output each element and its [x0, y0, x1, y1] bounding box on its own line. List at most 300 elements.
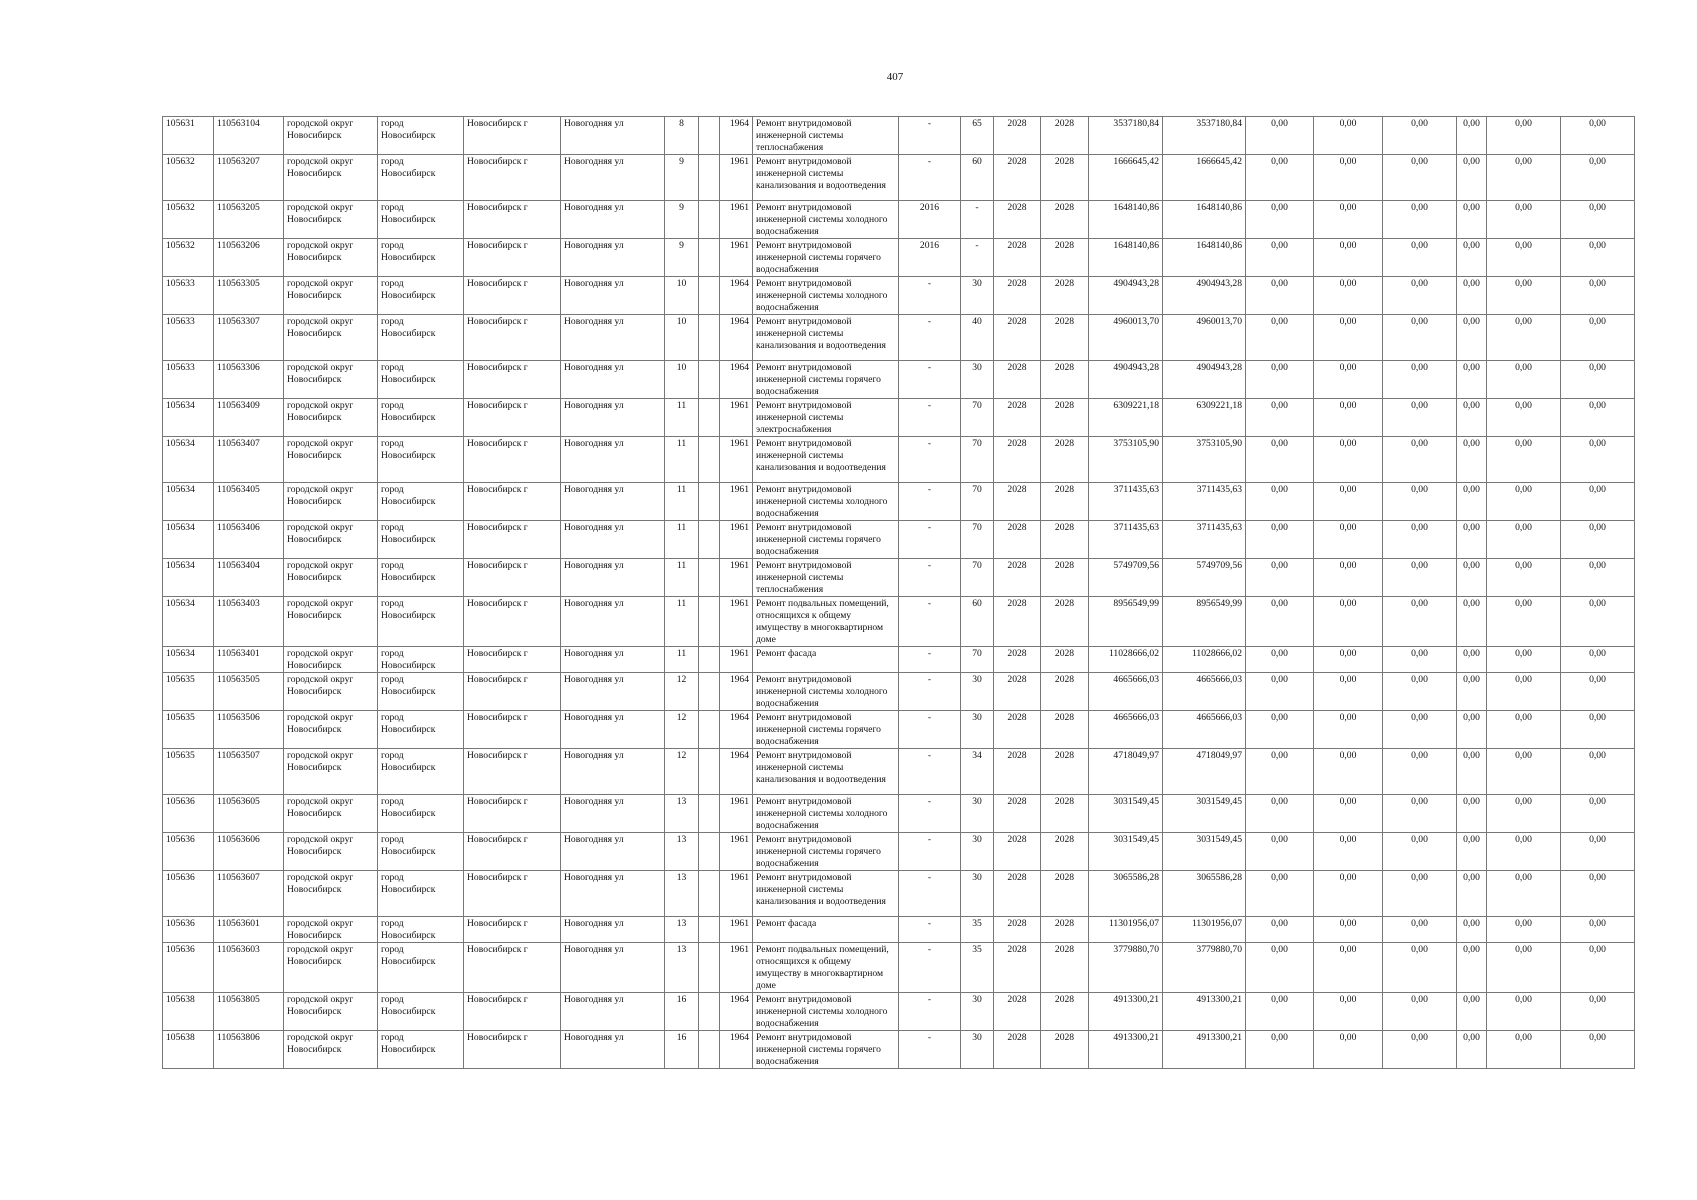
street-cell: Новогодняя ул [561, 993, 665, 1031]
building-cell [699, 201, 720, 239]
planned-year-cell: 2028 [994, 871, 1041, 917]
amount-cell: 0,00 [1314, 201, 1383, 239]
amount-cell: 0,00 [1314, 117, 1383, 155]
city-cell: Новосибирск г [464, 711, 561, 749]
settlement-cell: город Новосибирск [378, 597, 464, 647]
total-cost-cell: 4665666,03 [1163, 711, 1246, 749]
house-id-cell: 105632 [163, 239, 214, 277]
planned-year-cell: 2028 [994, 943, 1041, 993]
amount-cell: 0,00 [1561, 833, 1635, 871]
work-type-cell: Ремонт подвальных помещений, относящихся к общему имуществу в многоквартирном доме [753, 597, 899, 647]
wear-percent-cell: 30 [961, 711, 994, 749]
municipal-district-cell: городской округ Новосибирск [284, 239, 378, 277]
amount-cell: 0,00 [1314, 399, 1383, 437]
building-cell [699, 559, 720, 597]
wear-percent-cell: 30 [961, 673, 994, 711]
build-year-cell: 1964 [720, 117, 753, 155]
wear-percent-cell: 35 [961, 917, 994, 943]
street-cell: Новогодняя ул [561, 399, 665, 437]
cost-cell: 4718049,97 [1089, 749, 1163, 795]
settlement-cell: город Новосибирск [378, 155, 464, 201]
planned-year-cell: 2028 [994, 437, 1041, 483]
build-year-cell: 1964 [720, 673, 753, 711]
last-repair-year-cell: - [899, 1031, 961, 1069]
total-cost-cell: 3753105,90 [1163, 437, 1246, 483]
settlement-cell: город Новосибирск [378, 277, 464, 315]
amount-cell: 0,00 [1246, 521, 1314, 559]
amount-cell: 0,00 [1561, 597, 1635, 647]
house-number-cell: 8 [665, 117, 699, 155]
cost-cell: 5749709,56 [1089, 559, 1163, 597]
house-number-cell: 9 [665, 201, 699, 239]
table-row [163, 399, 1635, 437]
street-cell: Новогодняя ул [561, 795, 665, 833]
building-cell [699, 795, 720, 833]
amount-cell: 0,00 [1487, 833, 1561, 871]
cost-cell: 1648140,86 [1089, 239, 1163, 277]
last-repair-year-cell: - [899, 597, 961, 647]
wear-percent-cell: 34 [961, 749, 994, 795]
settlement-cell: город Новосибирск [378, 315, 464, 361]
completion-year-cell: 2028 [1041, 795, 1089, 833]
amount-cell: 0,00 [1314, 833, 1383, 871]
amount-cell: 0,00 [1457, 201, 1487, 239]
work-id-cell: 110563805 [214, 993, 284, 1031]
total-cost-cell: 4913300,21 [1163, 1031, 1246, 1069]
work-type-cell: Ремонт внутридомовой инженерной системы теплоснабжения [753, 117, 899, 155]
municipal-district-cell: городской округ Новосибирск [284, 315, 378, 361]
settlement-cell: город Новосибирск [378, 711, 464, 749]
house-number-cell: 16 [665, 1031, 699, 1069]
cost-cell: 3711435,63 [1089, 521, 1163, 559]
wear-percent-cell: 30 [961, 1031, 994, 1069]
last-repair-year-cell: - [899, 437, 961, 483]
table-row [163, 361, 1635, 399]
city-cell: Новосибирск г [464, 155, 561, 201]
city-cell: Новосибирск г [464, 315, 561, 361]
city-cell: Новосибирск г [464, 871, 561, 917]
city-cell: Новосибирск г [464, 917, 561, 943]
total-cost-cell: 8956549,99 [1163, 597, 1246, 647]
amount-cell: 0,00 [1314, 361, 1383, 399]
amount-cell: 0,00 [1457, 871, 1487, 917]
planned-year-cell: 2028 [994, 201, 1041, 239]
work-id-cell: 110563206 [214, 239, 284, 277]
amount-cell: 0,00 [1457, 277, 1487, 315]
cost-cell: 1648140,86 [1089, 201, 1163, 239]
wear-percent-cell: 70 [961, 483, 994, 521]
amount-cell: 0,00 [1246, 155, 1314, 201]
planned-year-cell: 2028 [994, 399, 1041, 437]
total-cost-cell: 3031549,45 [1163, 833, 1246, 871]
amount-cell: 0,00 [1457, 437, 1487, 483]
amount-cell: 0,00 [1246, 1031, 1314, 1069]
house-id-cell: 105636 [163, 943, 214, 993]
last-repair-year-cell: - [899, 711, 961, 749]
amount-cell: 0,00 [1383, 277, 1457, 315]
table-row [163, 647, 1635, 673]
build-year-cell: 1961 [720, 239, 753, 277]
city-cell: Новосибирск г [464, 361, 561, 399]
work-id-cell: 110563603 [214, 943, 284, 993]
city-cell: Новосибирск г [464, 597, 561, 647]
house-number-cell: 11 [665, 647, 699, 673]
completion-year-cell: 2028 [1041, 917, 1089, 943]
amount-cell: 0,00 [1487, 1031, 1561, 1069]
work-type-cell: Ремонт внутридомовой инженерной системы электроснабжения [753, 399, 899, 437]
total-cost-cell: 1648140,86 [1163, 201, 1246, 239]
total-cost-cell: 3779880,70 [1163, 943, 1246, 993]
planned-year-cell: 2028 [994, 559, 1041, 597]
house-id-cell: 105636 [163, 871, 214, 917]
settlement-cell: город Новосибирск [378, 117, 464, 155]
amount-cell: 0,00 [1314, 917, 1383, 943]
street-cell: Новогодняя ул [561, 917, 665, 943]
work-type-cell: Ремонт подвальных помещений, относящихся к общему имуществу в многоквартирном доме [753, 943, 899, 993]
work-type-cell: Ремонт внутридомовой инженерной системы горячего водоснабжения [753, 361, 899, 399]
city-cell: Новосибирск г [464, 943, 561, 993]
house-id-cell: 105636 [163, 917, 214, 943]
amount-cell: 0,00 [1246, 917, 1314, 943]
city-cell: Новосибирск г [464, 673, 561, 711]
completion-year-cell: 2028 [1041, 437, 1089, 483]
planned-year-cell: 2028 [994, 749, 1041, 795]
building-cell [699, 483, 720, 521]
amount-cell: 0,00 [1487, 597, 1561, 647]
wear-percent-cell: 70 [961, 399, 994, 437]
planned-year-cell: 2028 [994, 277, 1041, 315]
work-id-cell: 110563601 [214, 917, 284, 943]
municipal-district-cell: городской округ Новосибирск [284, 521, 378, 559]
house-number-cell: 13 [665, 871, 699, 917]
municipal-district-cell: городской округ Новосибирск [284, 597, 378, 647]
street-cell: Новогодняя ул [561, 315, 665, 361]
last-repair-year-cell: - [899, 277, 961, 315]
amount-cell: 0,00 [1457, 483, 1487, 521]
amount-cell: 0,00 [1314, 795, 1383, 833]
street-cell: Новогодняя ул [561, 749, 665, 795]
amount-cell: 0,00 [1561, 483, 1635, 521]
cost-cell: 3753105,90 [1089, 437, 1163, 483]
planned-year-cell: 2028 [994, 521, 1041, 559]
work-id-cell: 110563405 [214, 483, 284, 521]
municipal-district-cell: городской округ Новосибирск [284, 917, 378, 943]
table-row [163, 673, 1635, 711]
settlement-cell: город Новосибирск [378, 795, 464, 833]
amount-cell: 0,00 [1561, 673, 1635, 711]
completion-year-cell: 2028 [1041, 943, 1089, 993]
wear-percent-cell: 60 [961, 597, 994, 647]
table-row [163, 239, 1635, 277]
total-cost-cell: 3711435,63 [1163, 521, 1246, 559]
municipal-district-cell: городской округ Новосибирск [284, 943, 378, 993]
total-cost-cell: 3065586,28 [1163, 871, 1246, 917]
build-year-cell: 1961 [720, 597, 753, 647]
amount-cell: 0,00 [1487, 795, 1561, 833]
street-cell: Новогодняя ул [561, 871, 665, 917]
completion-year-cell: 2028 [1041, 673, 1089, 711]
settlement-cell: город Новосибирск [378, 749, 464, 795]
last-repair-year-cell: 2016 [899, 239, 961, 277]
amount-cell: 0,00 [1246, 399, 1314, 437]
planned-year-cell: 2028 [994, 483, 1041, 521]
amount-cell: 0,00 [1561, 399, 1635, 437]
house-id-cell: 105638 [163, 993, 214, 1031]
house-id-cell: 105636 [163, 795, 214, 833]
amount-cell: 0,00 [1314, 597, 1383, 647]
amount-cell: 0,00 [1457, 239, 1487, 277]
amount-cell: 0,00 [1246, 361, 1314, 399]
municipal-district-cell: городской округ Новосибирск [284, 833, 378, 871]
street-cell: Новогодняя ул [561, 117, 665, 155]
street-cell: Новогодняя ул [561, 647, 665, 673]
planned-year-cell: 2028 [994, 315, 1041, 361]
amount-cell: 0,00 [1246, 943, 1314, 993]
amount-cell: 0,00 [1383, 993, 1457, 1031]
amount-cell: 0,00 [1383, 673, 1457, 711]
table-row [163, 993, 1635, 1031]
municipal-district-cell: городской округ Новосибирск [284, 201, 378, 239]
amount-cell: 0,00 [1457, 943, 1487, 993]
street-cell: Новогодняя ул [561, 559, 665, 597]
total-cost-cell: 3537180,84 [1163, 117, 1246, 155]
amount-cell: 0,00 [1487, 711, 1561, 749]
amount-cell: 0,00 [1314, 673, 1383, 711]
city-cell: Новосибирск г [464, 239, 561, 277]
wear-percent-cell: 70 [961, 559, 994, 597]
table-row [163, 521, 1635, 559]
completion-year-cell: 2028 [1041, 315, 1089, 361]
total-cost-cell: 1666645,42 [1163, 155, 1246, 201]
house-id-cell: 105633 [163, 361, 214, 399]
city-cell: Новосибирск г [464, 559, 561, 597]
amount-cell: 0,00 [1561, 993, 1635, 1031]
work-type-cell: Ремонт внутридомовой инженерной системы холодного водоснабжения [753, 673, 899, 711]
amount-cell: 0,00 [1487, 917, 1561, 943]
house-id-cell: 105635 [163, 749, 214, 795]
amount-cell: 0,00 [1383, 597, 1457, 647]
table-body [163, 117, 1635, 1069]
planned-year-cell: 2028 [994, 239, 1041, 277]
municipal-district-cell: городской округ Новосибирск [284, 483, 378, 521]
table-row [163, 1031, 1635, 1069]
completion-year-cell: 2028 [1041, 155, 1089, 201]
last-repair-year-cell: - [899, 315, 961, 361]
house-number-cell: 11 [665, 521, 699, 559]
municipal-district-cell: городской округ Новосибирск [284, 361, 378, 399]
build-year-cell: 1964 [720, 711, 753, 749]
table-row [163, 795, 1635, 833]
amount-cell: 0,00 [1246, 795, 1314, 833]
city-cell: Новосибирск г [464, 437, 561, 483]
amount-cell: 0,00 [1487, 117, 1561, 155]
completion-year-cell: 2028 [1041, 361, 1089, 399]
amount-cell: 0,00 [1246, 871, 1314, 917]
house-number-cell: 10 [665, 315, 699, 361]
amount-cell: 0,00 [1487, 239, 1561, 277]
amount-cell: 0,00 [1561, 647, 1635, 673]
build-year-cell: 1964 [720, 277, 753, 315]
work-type-cell: Ремонт внутридомовой инженерной системы канализования и водоотведения [753, 437, 899, 483]
amount-cell: 0,00 [1383, 917, 1457, 943]
building-cell [699, 315, 720, 361]
work-type-cell: Ремонт внутридомовой инженерной системы холодного водоснабжения [753, 993, 899, 1031]
work-type-cell: Ремонт фасада [753, 647, 899, 673]
planned-year-cell: 2028 [994, 711, 1041, 749]
amount-cell: 0,00 [1383, 647, 1457, 673]
work-id-cell: 110563507 [214, 749, 284, 795]
settlement-cell: город Новосибирск [378, 871, 464, 917]
building-cell [699, 597, 720, 647]
building-cell [699, 277, 720, 315]
house-number-cell: 9 [665, 155, 699, 201]
settlement-cell: город Новосибирск [378, 943, 464, 993]
table-row [163, 277, 1635, 315]
city-cell: Новосибирск г [464, 795, 561, 833]
total-cost-cell: 5749709,56 [1163, 559, 1246, 597]
amount-cell: 0,00 [1246, 483, 1314, 521]
total-cost-cell: 11301956,07 [1163, 917, 1246, 943]
amount-cell: 0,00 [1457, 673, 1487, 711]
settlement-cell: город Новосибирск [378, 437, 464, 483]
house-id-cell: 105638 [163, 1031, 214, 1069]
settlement-cell: город Новосибирск [378, 521, 464, 559]
wear-percent-cell: 35 [961, 943, 994, 993]
completion-year-cell: 2028 [1041, 711, 1089, 749]
amount-cell: 0,00 [1487, 673, 1561, 711]
work-id-cell: 110563404 [214, 559, 284, 597]
work-id-cell: 110563806 [214, 1031, 284, 1069]
city-cell: Новосибирск г [464, 117, 561, 155]
last-repair-year-cell: - [899, 399, 961, 437]
amount-cell: 0,00 [1487, 437, 1561, 483]
amount-cell: 0,00 [1314, 437, 1383, 483]
building-cell [699, 673, 720, 711]
amount-cell: 0,00 [1457, 1031, 1487, 1069]
total-cost-cell: 3031549,45 [1163, 795, 1246, 833]
amount-cell: 0,00 [1561, 943, 1635, 993]
amount-cell: 0,00 [1457, 117, 1487, 155]
work-type-cell: Ремонт внутридомовой инженерной системы канализования и водоотведения [753, 749, 899, 795]
street-cell: Новогодняя ул [561, 201, 665, 239]
amount-cell: 0,00 [1314, 647, 1383, 673]
amount-cell: 0,00 [1561, 711, 1635, 749]
wear-percent-cell: 30 [961, 361, 994, 399]
work-id-cell: 110563605 [214, 795, 284, 833]
amount-cell: 0,00 [1457, 833, 1487, 871]
amount-cell: 0,00 [1383, 483, 1457, 521]
house-number-cell: 16 [665, 993, 699, 1031]
building-cell [699, 993, 720, 1031]
work-id-cell: 110563104 [214, 117, 284, 155]
municipal-district-cell: городской округ Новосибирск [284, 647, 378, 673]
wear-percent-cell: 30 [961, 993, 994, 1031]
build-year-cell: 1961 [720, 647, 753, 673]
amount-cell: 0,00 [1383, 437, 1457, 483]
table-row [163, 749, 1635, 795]
settlement-cell: город Новосибирск [378, 399, 464, 437]
amount-cell: 0,00 [1314, 1031, 1383, 1069]
build-year-cell: 1961 [720, 437, 753, 483]
building-cell [699, 437, 720, 483]
total-cost-cell: 1648140,86 [1163, 239, 1246, 277]
settlement-cell: город Новосибирск [378, 993, 464, 1031]
completion-year-cell: 2028 [1041, 871, 1089, 917]
house-number-cell: 11 [665, 559, 699, 597]
work-type-cell: Ремонт внутридомовой инженерной системы холодного водоснабжения [753, 277, 899, 315]
house-id-cell: 105632 [163, 201, 214, 239]
completion-year-cell: 2028 [1041, 993, 1089, 1031]
table-row [163, 559, 1635, 597]
build-year-cell: 1961 [720, 155, 753, 201]
street-cell: Новогодняя ул [561, 277, 665, 315]
cost-cell: 3779880,70 [1089, 943, 1163, 993]
house-id-cell: 105634 [163, 647, 214, 673]
amount-cell: 0,00 [1246, 673, 1314, 711]
amount-cell: 0,00 [1246, 711, 1314, 749]
table-row [163, 437, 1635, 483]
amount-cell: 0,00 [1383, 1031, 1457, 1069]
amount-cell: 0,00 [1383, 155, 1457, 201]
house-number-cell: 13 [665, 943, 699, 993]
amount-cell: 0,00 [1487, 943, 1561, 993]
work-type-cell: Ремонт внутридомовой инженерной системы горячего водоснабжения [753, 521, 899, 559]
amount-cell: 0,00 [1487, 399, 1561, 437]
wear-percent-cell: 60 [961, 155, 994, 201]
last-repair-year-cell: - [899, 795, 961, 833]
house-id-cell: 105635 [163, 673, 214, 711]
work-id-cell: 110563205 [214, 201, 284, 239]
amount-cell: 0,00 [1246, 647, 1314, 673]
city-cell: Новосибирск г [464, 749, 561, 795]
amount-cell: 0,00 [1561, 239, 1635, 277]
total-cost-cell: 6309221,18 [1163, 399, 1246, 437]
street-cell: Новогодняя ул [561, 437, 665, 483]
build-year-cell: 1961 [720, 399, 753, 437]
settlement-cell: город Новосибирск [378, 201, 464, 239]
amount-cell: 0,00 [1487, 201, 1561, 239]
table-row [163, 315, 1635, 361]
building-cell [699, 361, 720, 399]
house-number-cell: 12 [665, 749, 699, 795]
amount-cell: 0,00 [1383, 943, 1457, 993]
cost-cell: 4665666,03 [1089, 711, 1163, 749]
amount-cell: 0,00 [1383, 795, 1457, 833]
build-year-cell: 1961 [720, 795, 753, 833]
building-cell [699, 399, 720, 437]
amount-cell: 0,00 [1457, 749, 1487, 795]
municipal-district-cell: городской округ Новосибирск [284, 1031, 378, 1069]
work-id-cell: 110563606 [214, 833, 284, 871]
amount-cell: 0,00 [1314, 277, 1383, 315]
build-year-cell: 1961 [720, 483, 753, 521]
planned-year-cell: 2028 [994, 361, 1041, 399]
last-repair-year-cell: - [899, 833, 961, 871]
planned-year-cell: 2028 [994, 795, 1041, 833]
cost-cell: 11028666,02 [1089, 647, 1163, 673]
city-cell: Новосибирск г [464, 993, 561, 1031]
total-cost-cell: 4718049,97 [1163, 749, 1246, 795]
amount-cell: 0,00 [1487, 749, 1561, 795]
city-cell: Новосибирск г [464, 833, 561, 871]
house-id-cell: 105634 [163, 437, 214, 483]
city-cell: Новосибирск г [464, 277, 561, 315]
last-repair-year-cell: - [899, 559, 961, 597]
build-year-cell: 1964 [720, 315, 753, 361]
last-repair-year-cell: - [899, 993, 961, 1031]
house-id-cell: 105634 [163, 597, 214, 647]
building-cell [699, 871, 720, 917]
